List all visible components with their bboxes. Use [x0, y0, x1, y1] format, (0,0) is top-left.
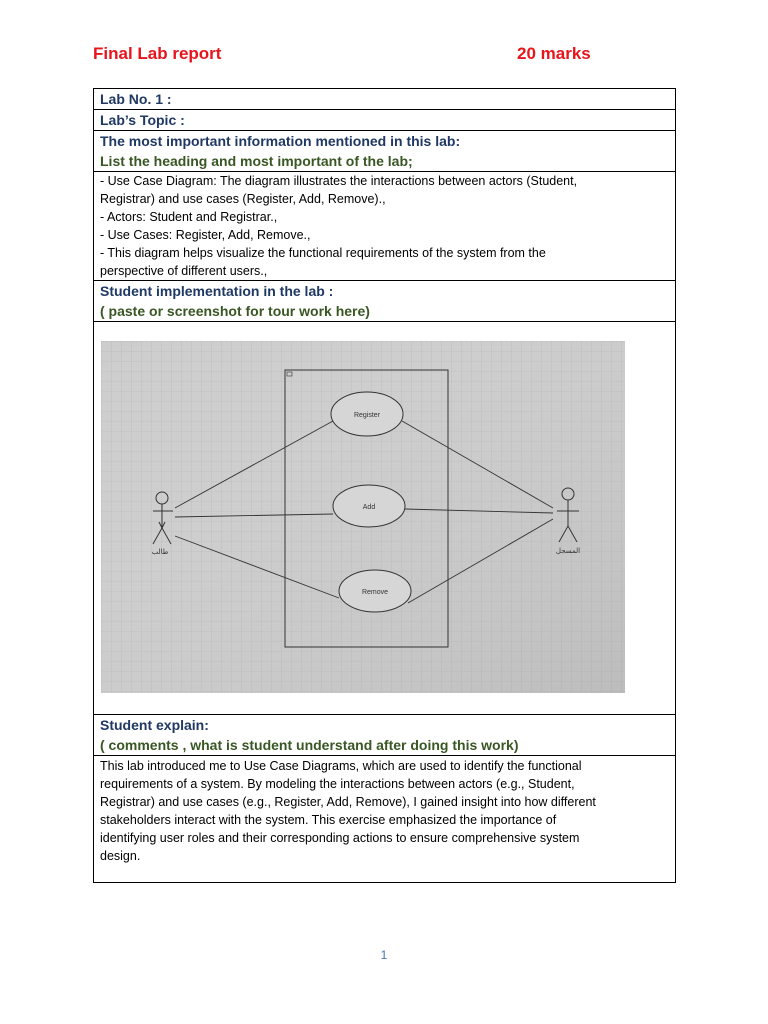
- use-case-register-label: Register: [353, 412, 381, 419]
- diagram-photo: [101, 341, 625, 693]
- info-line: perspective of different users.,: [100, 264, 268, 278]
- explain-line: design.: [100, 849, 141, 863]
- info-cell: [94, 172, 676, 281]
- row-explain: [94, 756, 676, 883]
- info-line: - This diagram helps visualize the functional requirements of the system from the: [100, 246, 546, 260]
- implementation-heading: Student implementation in the lab :: [100, 283, 334, 299]
- use-case-diagram: [101, 341, 625, 693]
- explain-line: requirements of a system. By modeling the interactions between actors (e.g., Student,: [100, 777, 575, 791]
- row-lab-no: [94, 89, 676, 110]
- explain-line: identifying user roles and their corresponding actions to ensure comprehensive system: [100, 831, 580, 845]
- info-line: Registrar) and use cases (Register, Add, Remove).,: [100, 192, 386, 206]
- report-title: Final Lab report: [93, 44, 222, 63]
- implementation-subheading: ( paste or screenshot for tour work here): [100, 303, 370, 319]
- info-line: - Use Cases: Register, Add, Remove.,: [100, 228, 311, 242]
- explain-line: Registrar) and use cases (e.g., Register, Add, Remove), I gained insight into how different: [100, 795, 596, 809]
- important-heading: The most important information mentioned in this lab:: [100, 133, 461, 149]
- explain-cell: [94, 756, 676, 883]
- row-important-heading: [94, 131, 676, 172]
- explain-subheading: ( comments , what is student understand after doing this work): [100, 737, 519, 753]
- page-number: 1: [380, 948, 388, 962]
- important-heading-cell: [94, 131, 676, 172]
- row-implementation-heading: [94, 281, 676, 322]
- explain-line: This lab introduced me to Use Case Diagrams, which are used to identify the functional: [100, 759, 582, 773]
- implementation-heading-cell: [94, 281, 676, 322]
- use-case-remove-label: Remove: [361, 589, 389, 596]
- row-topic: [94, 110, 676, 131]
- row-explain-heading: [94, 715, 676, 756]
- row-screenshot: [94, 322, 676, 715]
- info-line: - Use Case Diagram: The diagram illustrates the interactions between actors (Student,: [100, 174, 578, 188]
- row-info: [94, 172, 676, 281]
- lab-no: Lab No. 1 :: [94, 89, 676, 110]
- marks-label: 20 marks: [517, 44, 591, 63]
- explain-heading-cell: [94, 715, 676, 756]
- info-line: - Actors: Student and Registrar.,: [100, 210, 278, 224]
- explain-line: stakeholders interact with the system. This exercise emphasized the importance of: [100, 813, 557, 827]
- use-case-add-label: Add: [362, 504, 376, 511]
- actor-registrar-label: المسجل: [555, 547, 581, 555]
- explain-heading: Student explain:: [100, 717, 209, 733]
- report-table: [93, 88, 676, 883]
- actor-student-label: طالب: [151, 548, 169, 556]
- lab-topic: Lab’s Topic :: [94, 110, 676, 131]
- important-subheading: List the heading and most important of the lab;: [100, 153, 413, 169]
- screenshot-cell: [94, 322, 676, 715]
